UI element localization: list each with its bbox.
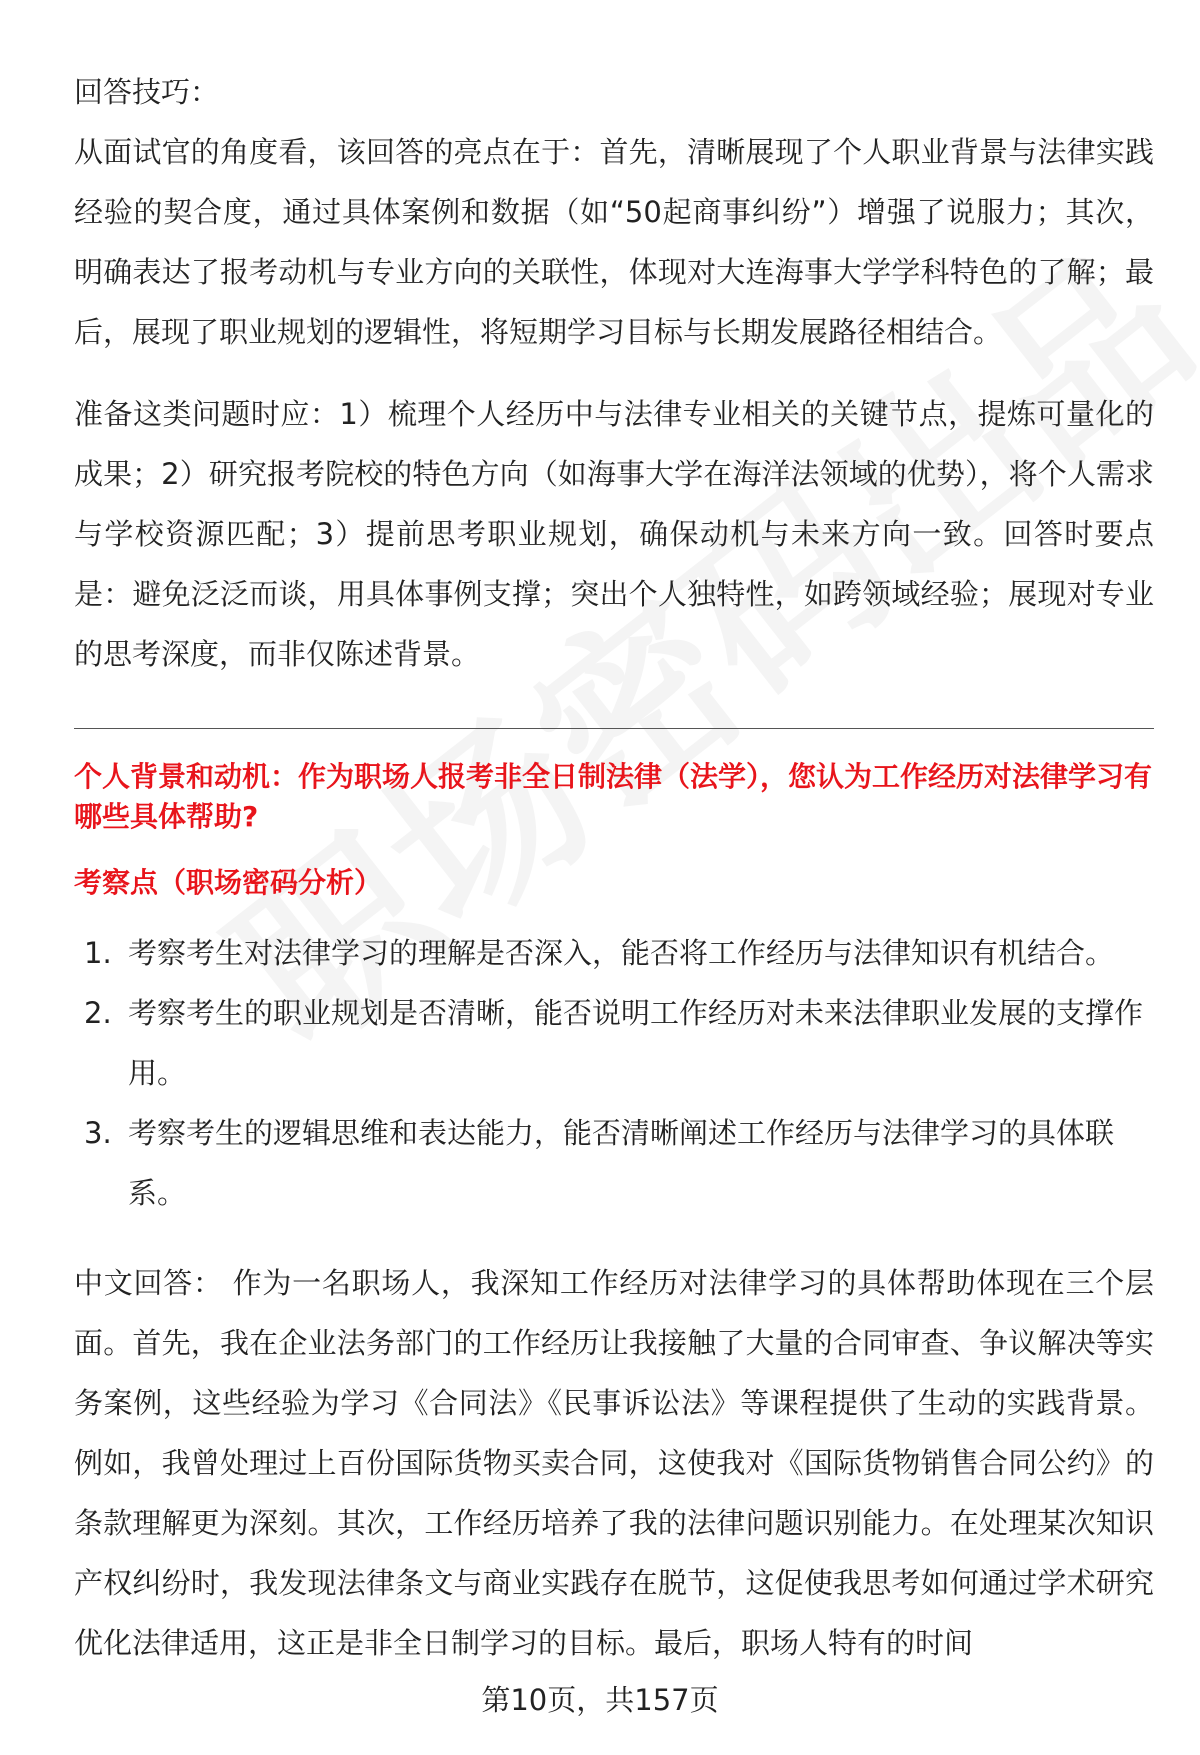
question-title: 个人背景和动机：作为职场人报考非全日制法律（法学），您认为工作经历对法律学习有哪些具体帮助? [74,760,1153,833]
answer-paragraph: 中文回答： 作为一名职场人，我深知工作经历对法律学习的具体帮助体现在三个层面。首先，我在企业法务部门的工作经历让我接触了大量的合同审查、争议解决等实务案例，这些经验为学习《合同法》《民事诉讼法》等课程提供了生动的实践背景。例如，我曾处理过上百份国际货物买卖合同，这使我对《国际货物销售合同公约》的条款理解更为深刻。其次，工作经历培养了我的法律问题识别能力。在处理某次知识产权纠纷时，我发现法律条文与商业实践存在脱节，这促使我思考如何通过学术研究优化法律适用，这正是非全日制学习的目标。最后，职场人特有的时间 [74,1266,1154,1660]
intro-label: 回答技巧： [74,75,220,109]
page-number: 第10页，共157页 [481,1683,719,1717]
points-heading: 考察点（职场密码分析） [74,866,383,899]
list-item [74,923,1154,983]
list-item [74,983,1154,1103]
list-item-text: 考察考生对法律学习的理解是否深入，能否将工作经历与法律知识有机结合。 [128,936,1115,970]
section-divider [74,728,1154,729]
tips-paragraph-1: 从面试官的角度看，该回答的亮点在于：首先，清晰展现了个人职业背景与法律实践经验的契合度，通过具体案例和数据（如“50起商事纠纷”）增强了说服力；其次，明确表达了报考动机与专业方向的关联性，体现对大连海事大学学科特色的了解；最后，展现了职业规划的逻辑性，将短期学习目标与长期发展路径相结合。 [74,135,1154,349]
list-item-text: 考察考生的逻辑思维和表达能力，能否清晰阐述工作经历与法律学习的具体联系。 [128,1116,1115,1210]
list-item-text: 考察考生的职业规划是否清晰，能否说明工作经历对未来法律职业发展的支撑作用。 [128,996,1144,1090]
list-item [74,1103,1154,1223]
list-item-number: 2. [84,996,112,1030]
list-item-number: 1. [84,936,112,970]
list-item-number: 3. [84,1116,112,1150]
tips-paragraph-2: 准备这类问题时应：1）梳理个人经历中与法律专业相关的关键节点，提炼可量化的成果；2）研究报考院校的特色方向（如海事大学在海洋法领域的优势），将个人需求与学校资源匹配；3）提前思考职业规划，确保动机与未来方向一致。回答时要点是：避免泛泛而谈，用具体事例支撑；突出个人独特性，如跨领域经验；展现对专业的思考深度，而非仅陈述背景。 [74,397,1154,671]
points-list [74,923,1154,1223]
document-page [74,62,1154,1673]
